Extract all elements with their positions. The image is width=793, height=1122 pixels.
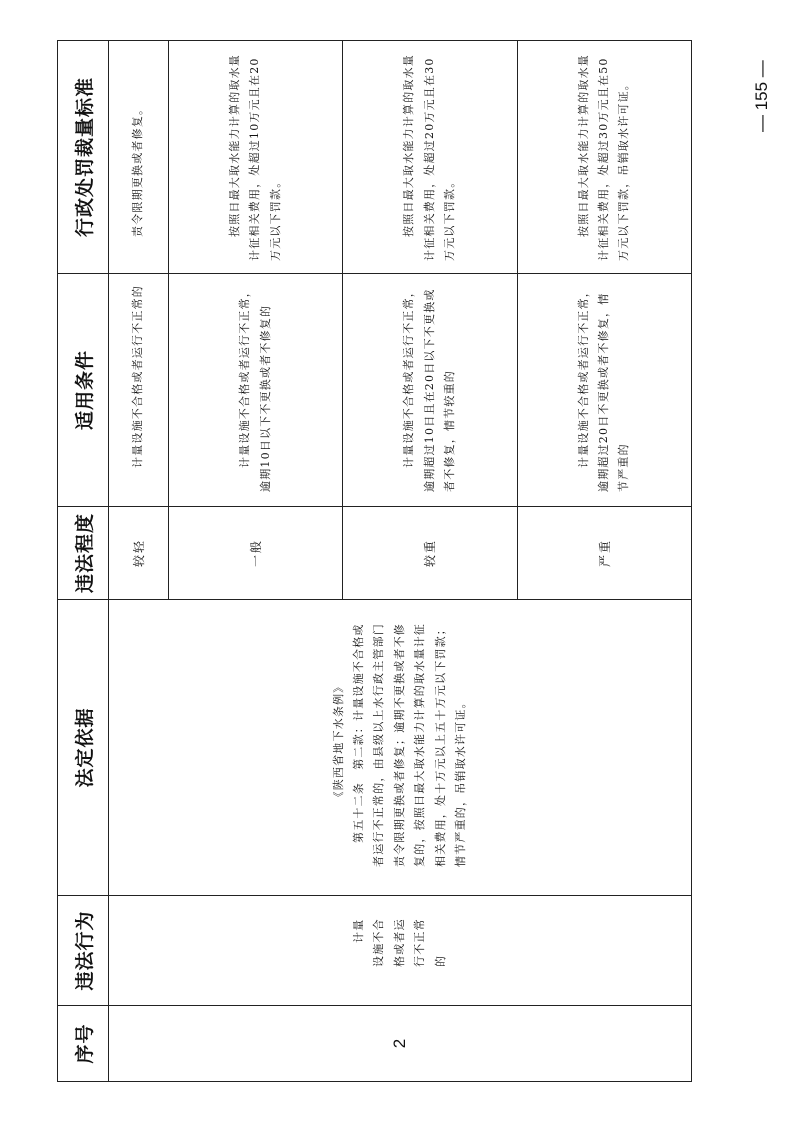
header-standard: 行政处罚裁量标准	[58, 41, 109, 274]
standard-cell	[109, 41, 169, 274]
condition-cell	[517, 274, 691, 507]
table-header-row	[58, 41, 109, 1082]
seq-cell: 2	[109, 1006, 692, 1082]
rotated-table-page	[57, 41, 692, 1082]
degree-cell: 较轻	[109, 507, 169, 600]
condition-cell	[168, 274, 342, 507]
condition-cell	[343, 274, 517, 507]
standard-text: 责令限期更换或者修复。	[131, 102, 145, 237]
condition-text: 计量设施不合格或者运行不正常，逾期超过10日且在20日以下不更换或者不修复，情节较重的	[402, 285, 457, 492]
standard-cell	[343, 41, 517, 274]
header-behavior: 违法行为	[58, 896, 109, 1006]
condition-text: 计量设施不合格或者运行不正常，逾期10日以下不更换或者不修复的	[238, 285, 272, 492]
standard-cell	[168, 41, 342, 274]
header-degree: 违法程度	[58, 507, 109, 600]
degree-cell: 严重	[517, 507, 691, 600]
condition-text: 计量设施不合格或者运行不正常的	[131, 285, 145, 468]
condition-cell	[109, 274, 169, 507]
degree-cell: 一般	[168, 507, 342, 600]
law-clause: 第五十二条 第二款：计量设施不合格或者运行不正常的，由县级以上水行政主管部门责令限期更换或者修复；逾期不更换或者不修复的，按照日最大取水能力计算的取水量计征相关费用，处十万元以上五十万元以下罚款；情节严重的，吊销取水许可证。	[352, 623, 467, 867]
violation-behavior-cell	[109, 896, 692, 1006]
standard-text: 按照日最大取水能力计算的取水量计征相关费用，处超过10万元且在20万元以下罚款。	[228, 54, 282, 261]
standard-text: 按照日最大取水能力计算的取水量计征相关费用，处超过20万元且在30万元以下罚款。	[402, 54, 457, 261]
standard-cell	[517, 41, 691, 274]
legal-basis-cell	[109, 600, 692, 896]
table-row-level-1	[109, 41, 169, 1082]
degree-cell: 较重	[343, 507, 517, 600]
page-number	[742, 60, 782, 132]
header-basis: 法定依据	[58, 600, 109, 896]
law-title: 《陕西省地下水条例》	[331, 680, 345, 803]
header-seq: 序号	[58, 1006, 109, 1082]
header-condition: 适用条件	[58, 274, 109, 507]
penalty-standard-table	[57, 40, 692, 1082]
condition-text: 计量设施不合格或者运行不正常，逾期超过20日不更换或者不修复，情节严重的	[576, 285, 631, 492]
standard-text: 按照日最大取水能力计算的取水量计征相关费用，处超过30万元且在50万元以下罚款，吊销取水许可证。	[576, 54, 631, 261]
violation-behavior-text: 计量设施不合格或者运行不正常的	[352, 918, 447, 967]
page-number-text: — 155 —	[752, 60, 771, 132]
